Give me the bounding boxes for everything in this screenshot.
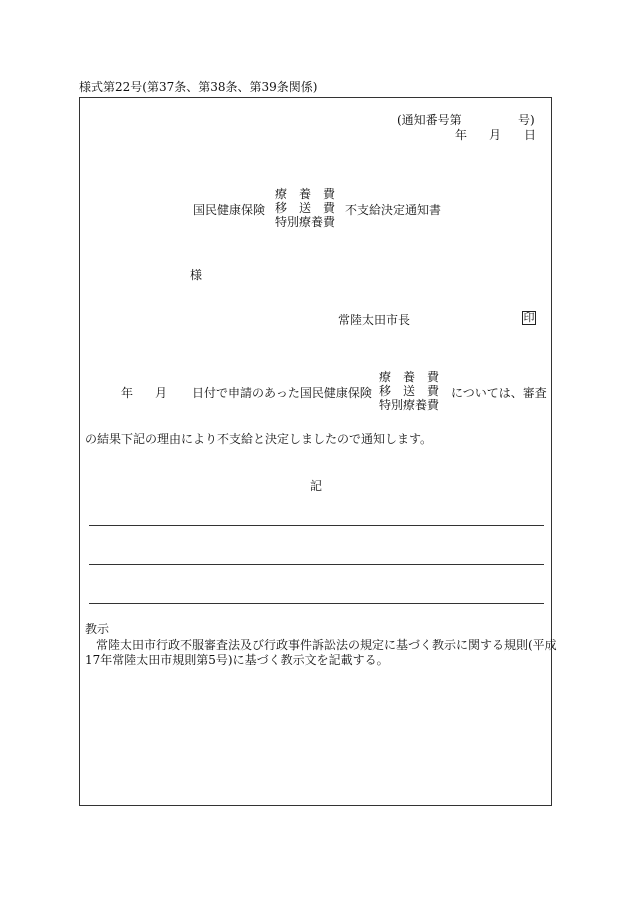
reason-line-3	[89, 603, 544, 604]
title-suffix: 不支給決定通知書	[345, 203, 442, 217]
body-year: 年	[121, 386, 134, 400]
reason-line-1	[89, 525, 544, 526]
notice-number-prefix: (通知番号第	[397, 113, 462, 127]
body-benefit-types	[379, 370, 439, 412]
body-type-3: 特別療養費	[379, 398, 440, 412]
body-month: 月	[155, 386, 168, 400]
date-month: 月	[489, 128, 502, 142]
title-type-1: 療 養 費	[275, 187, 336, 201]
ki-heading: 記	[310, 479, 323, 493]
issuer-name: 常陸太田市長	[338, 313, 411, 327]
body-lead: 日付で申請のあった国民健康保険	[192, 386, 372, 400]
instruction-heading: 教示	[85, 622, 110, 636]
seal-box: 印	[523, 311, 535, 324]
notice-number-suffix: 号)	[518, 113, 535, 127]
addressee-honorific: 様	[190, 268, 203, 282]
body-type-2: 移 送 費	[379, 384, 440, 398]
body-tail: については、審査	[451, 386, 547, 400]
body-line-2: の結果下記の理由により不支給と決定しましたので通知します。	[85, 432, 433, 446]
title-type-2: 移 送 費	[275, 201, 336, 215]
instruction-line-2: 17年常陸太田市規則第5号)に基づく教示文を記載する。	[85, 653, 389, 667]
instruction-line-1: 常陸太田市行政不服審査法及び行政事件訴訟法の規定に基づく教示に関する規則(平成	[96, 638, 557, 652]
date-day: 日	[524, 128, 537, 142]
date-year: 年	[455, 128, 468, 142]
reason-line-2	[89, 564, 544, 565]
title-benefit-types	[275, 187, 335, 229]
body-type-1: 療 養 費	[379, 370, 440, 384]
form-number: 様式第22号(第37条、第38条、第39条関係)	[79, 80, 318, 94]
title-scheme: 国民健康保険	[193, 203, 266, 217]
title-type-3: 特別療養費	[275, 215, 336, 229]
